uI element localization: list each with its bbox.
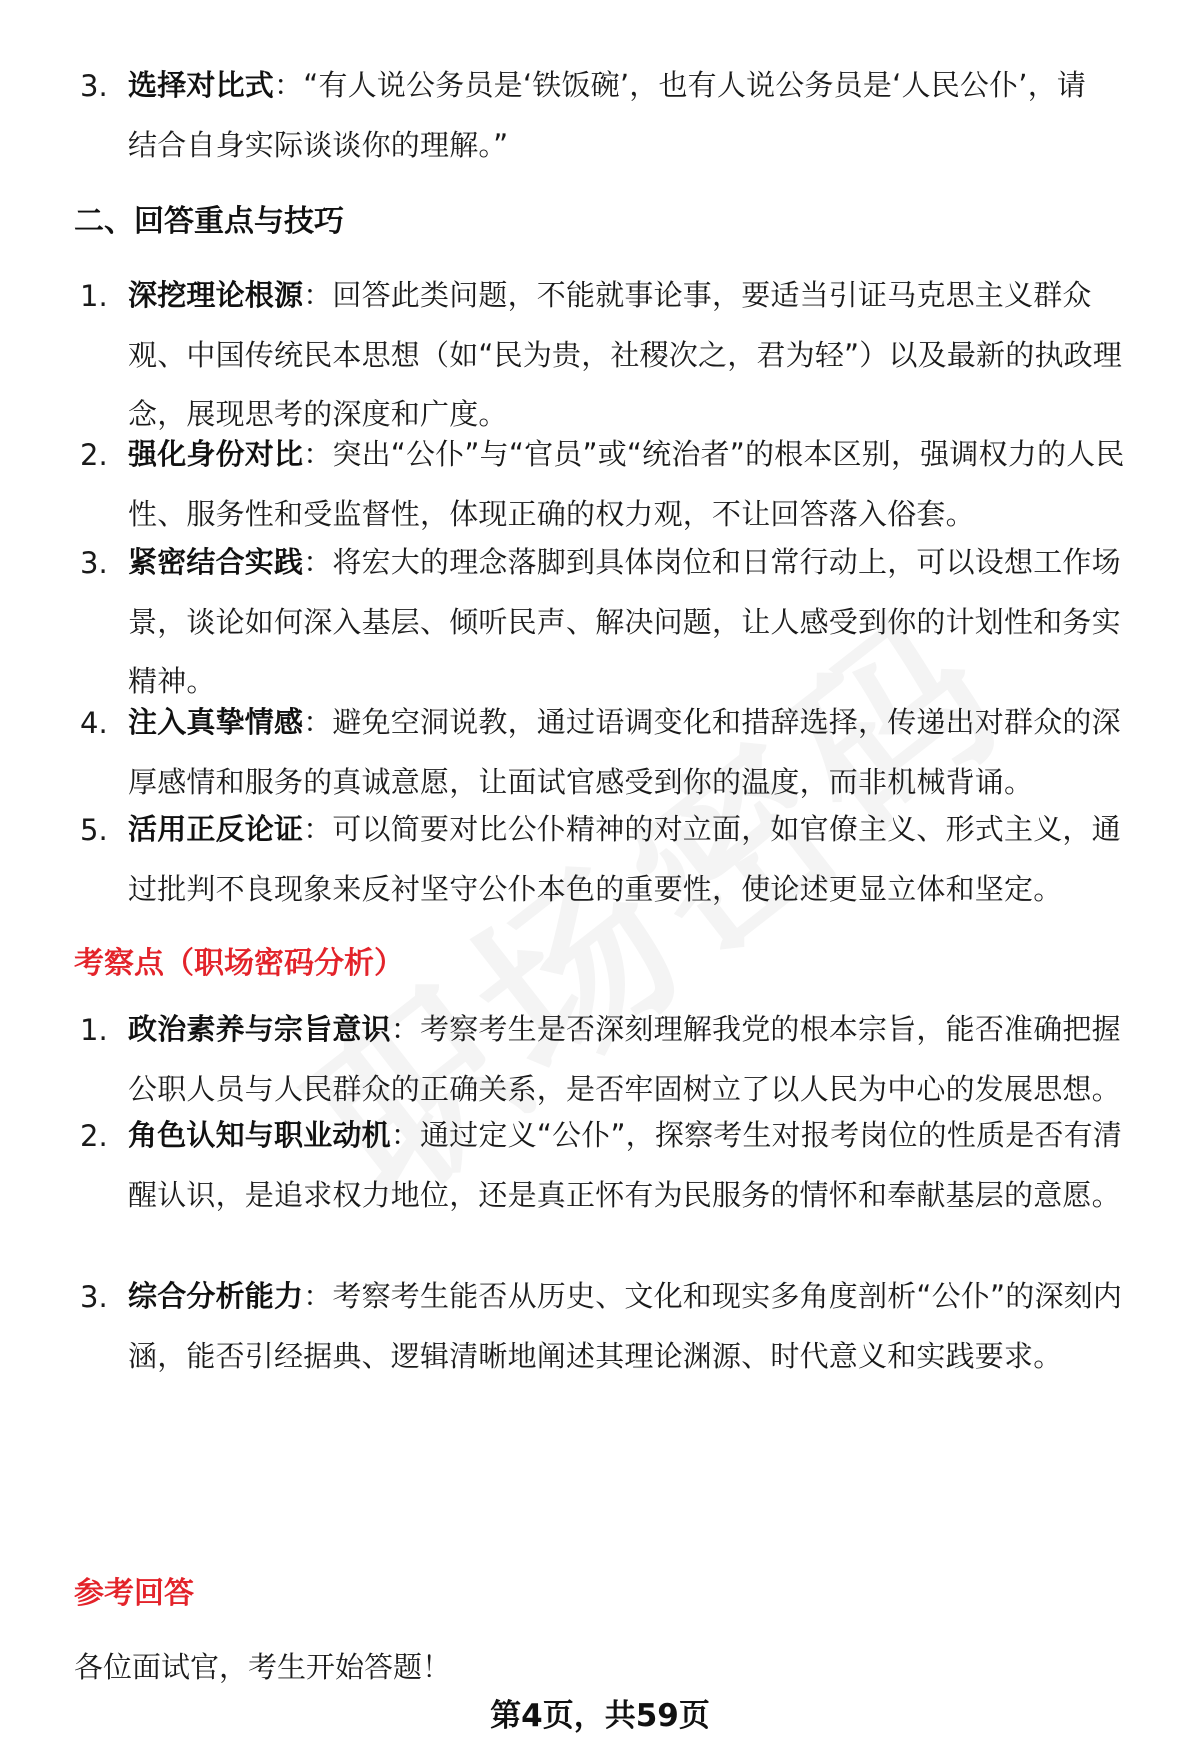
page-number: 第4页，共59页 xyxy=(490,1698,710,1734)
item-title: 强化身份对比 xyxy=(128,437,304,471)
item-text: 紧密结合实践：将宏大的理念落脚到具体岗位和日常行动上，可以设想工作场景，谈论如何深入基层、倾听民声、解决问题，让人感受到你的计划性和务实精神。 xyxy=(128,545,1121,698)
item-body: 考察考生能否从历史、文化和现实多角度剖析“公仆”的深刻内涵，能否引经据典、逻辑清晰地阐述其理论渊源、时代意义和实践要求。 xyxy=(128,1279,1123,1373)
item-number: 3. xyxy=(80,1280,108,1314)
item-title: 选择对比式 xyxy=(128,68,275,102)
item-number: 2. xyxy=(80,1119,108,1153)
item-body: 突出“公仆”与“官员”或“统治者”的根本区别，强调权力的人民性、服务性和受监督性，体现正确的权力观，不让回答落入俗套。 xyxy=(128,437,1125,531)
item-title: 角色认知与职业动机 xyxy=(128,1118,391,1152)
item-title: 政治素养与宗旨意识 xyxy=(128,1012,391,1046)
item-body: “有人说公务员是‘铁饭碗’，也有人说公务员是‘人民公仆’，请结合自身实际谈谈你的理解。” xyxy=(128,68,1087,162)
item-body: 避免空洞说教，通过语调变化和措辞选择，传递出对群众的深厚感情和服务的真诚意愿，让面试官感受到你的温度，而非机械背诵。 xyxy=(128,705,1121,799)
section-heading-tips: 二、回答重点与技巧 xyxy=(74,204,344,239)
list-item-intro-3 xyxy=(0,56,1200,176)
item-number: 2. xyxy=(80,438,108,472)
item-body: 通过定义“公仆”，探察考生对报考岗位的性质是否有清醒认识，是追求权力地位，还是真正怀有为民服务的情怀和奉献基层的意愿。 xyxy=(128,1118,1123,1212)
item-title: 活用正反论证 xyxy=(128,812,304,846)
item-number: 4. xyxy=(80,706,108,740)
item-text: 综合分析能力：考察考生能否从历史、文化和现实多角度剖析“公仆”的深刻内涵，能否引经据典、逻辑清晰地阐述其理论渊源、时代意义和实践要求。 xyxy=(128,1279,1123,1373)
item-title: 注入真挚情感 xyxy=(128,705,304,739)
item-body: 可以简要对比公仆精神的对立面，如官僚主义、形式主义，通过批判不良现象来反衬坚守公仆本色的重要性，使论述更显立体和坚定。 xyxy=(128,812,1121,906)
item-text: 角色认知与职业动机：通过定义“公仆”，探察考生对报考岗位的性质是否有清醒认识，是追求权力地位，还是真正怀有为民服务的情怀和奉献基层的意愿。 xyxy=(128,1118,1123,1212)
section-heading-reference-answer: 参考回答 xyxy=(74,1576,194,1611)
item-title: 综合分析能力 xyxy=(128,1279,304,1313)
item-body: 考察考生是否深刻理解我党的根本宗旨，能否准确把握公职人员与人民群众的正确关系，是否牢固树立了以人民为中心的发展思想。 xyxy=(128,1012,1121,1106)
item-number: 1. xyxy=(80,279,108,313)
item-number: 1. xyxy=(80,1013,108,1047)
item-title: 紧密结合实践 xyxy=(128,545,304,579)
item-title: 深挖理论根源 xyxy=(128,278,304,312)
item-text: 强化身份对比：突出“公仆”与“官员”或“统治者”的根本区别，强调权力的人民性、服务性和受监督性，体现正确的权力观，不让回答落入俗套。 xyxy=(128,437,1125,531)
item-number: 3. xyxy=(80,69,108,103)
item-text: 深挖理论根源：回答此类问题，不能就事论事，要适当引证马克思主义群众观、中国传统民本思想（如“民为贵，社稷次之，君为轻”）以及最新的执政理念，展现思考的深度和广度。 xyxy=(128,278,1123,431)
item-body: 回答此类问题，不能就事论事，要适当引证马克思主义群众观、中国传统民本思想（如“民为贵，社稷次之，君为轻”）以及最新的执政理念，展现思考的深度和广度。 xyxy=(128,278,1123,431)
item-text: 政治素养与宗旨意识：考察考生是否深刻理解我党的根本宗旨，能否准确把握公职人员与人民群众的正确关系，是否牢固树立了以人民为中心的发展思想。 xyxy=(128,1012,1121,1106)
section-heading-assessment: 考察点（职场密码分析） xyxy=(74,946,404,981)
item-number: 5. xyxy=(80,813,108,847)
item-text: 选择对比式：“有人说公务员是‘铁饭碗’，也有人说公务员是‘人民公仆’，请结合自身实际谈谈你的理解。” xyxy=(128,68,1087,162)
item-text: 活用正反论证：可以简要对比公仆精神的对立面，如官僚主义、形式主义，通过批判不良现象来反衬坚守公仆本色的重要性，使论述更显立体和坚定。 xyxy=(128,812,1121,906)
item-number: 3. xyxy=(80,546,108,580)
item-text: 注入真挚情感：避免空洞说教，通过语调变化和措辞选择，传递出对群众的深厚感情和服务的真诚意愿，让面试官感受到你的温度，而非机械背诵。 xyxy=(128,705,1121,799)
answer-opening: 各位面试官，考生开始答题！ xyxy=(74,1650,452,1684)
item-body: 将宏大的理念落脚到具体岗位和日常行动上，可以设想工作场景，谈论如何深入基层、倾听民声、解决问题，让人感受到你的计划性和务实精神。 xyxy=(128,545,1121,698)
